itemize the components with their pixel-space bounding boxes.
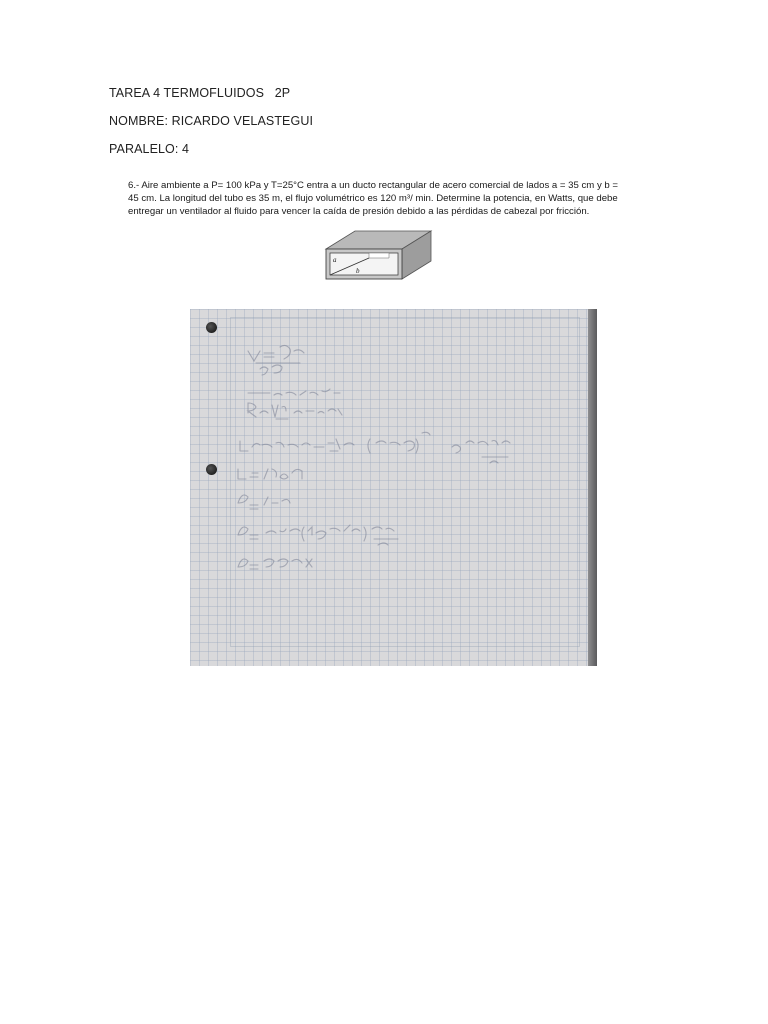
section-number: PARALELO: 4 <box>109 142 190 156</box>
graph-paper <box>190 309 588 666</box>
handwritten-solution-photo <box>190 309 597 666</box>
assignment-title: TAREA 4 TERMOFLUIDOS 2P <box>109 86 291 100</box>
rectangular-duct-diagram <box>323 229 433 281</box>
handwriting-strokes <box>190 309 588 666</box>
problem-statement: 6.- Aire ambiente a P= 100 kPa y T=25°C entra a un ducto rectangular de acero comercial de lados a = 35 cm y b = 45 cm. La longitud del tubo es 35 m, el flujo volumétrico es 120 m³/ min. Determine la potencia, en Watts, que debe entregar un ventilador al fluido para vencer la caída de presión debido a las pérdidas de cabezal por fricción. <box>128 180 619 217</box>
label-a: a <box>333 256 337 264</box>
student-name: NOMBRE: RICARDO VELASTEGUI <box>109 114 314 128</box>
label-b: b <box>356 267 360 275</box>
